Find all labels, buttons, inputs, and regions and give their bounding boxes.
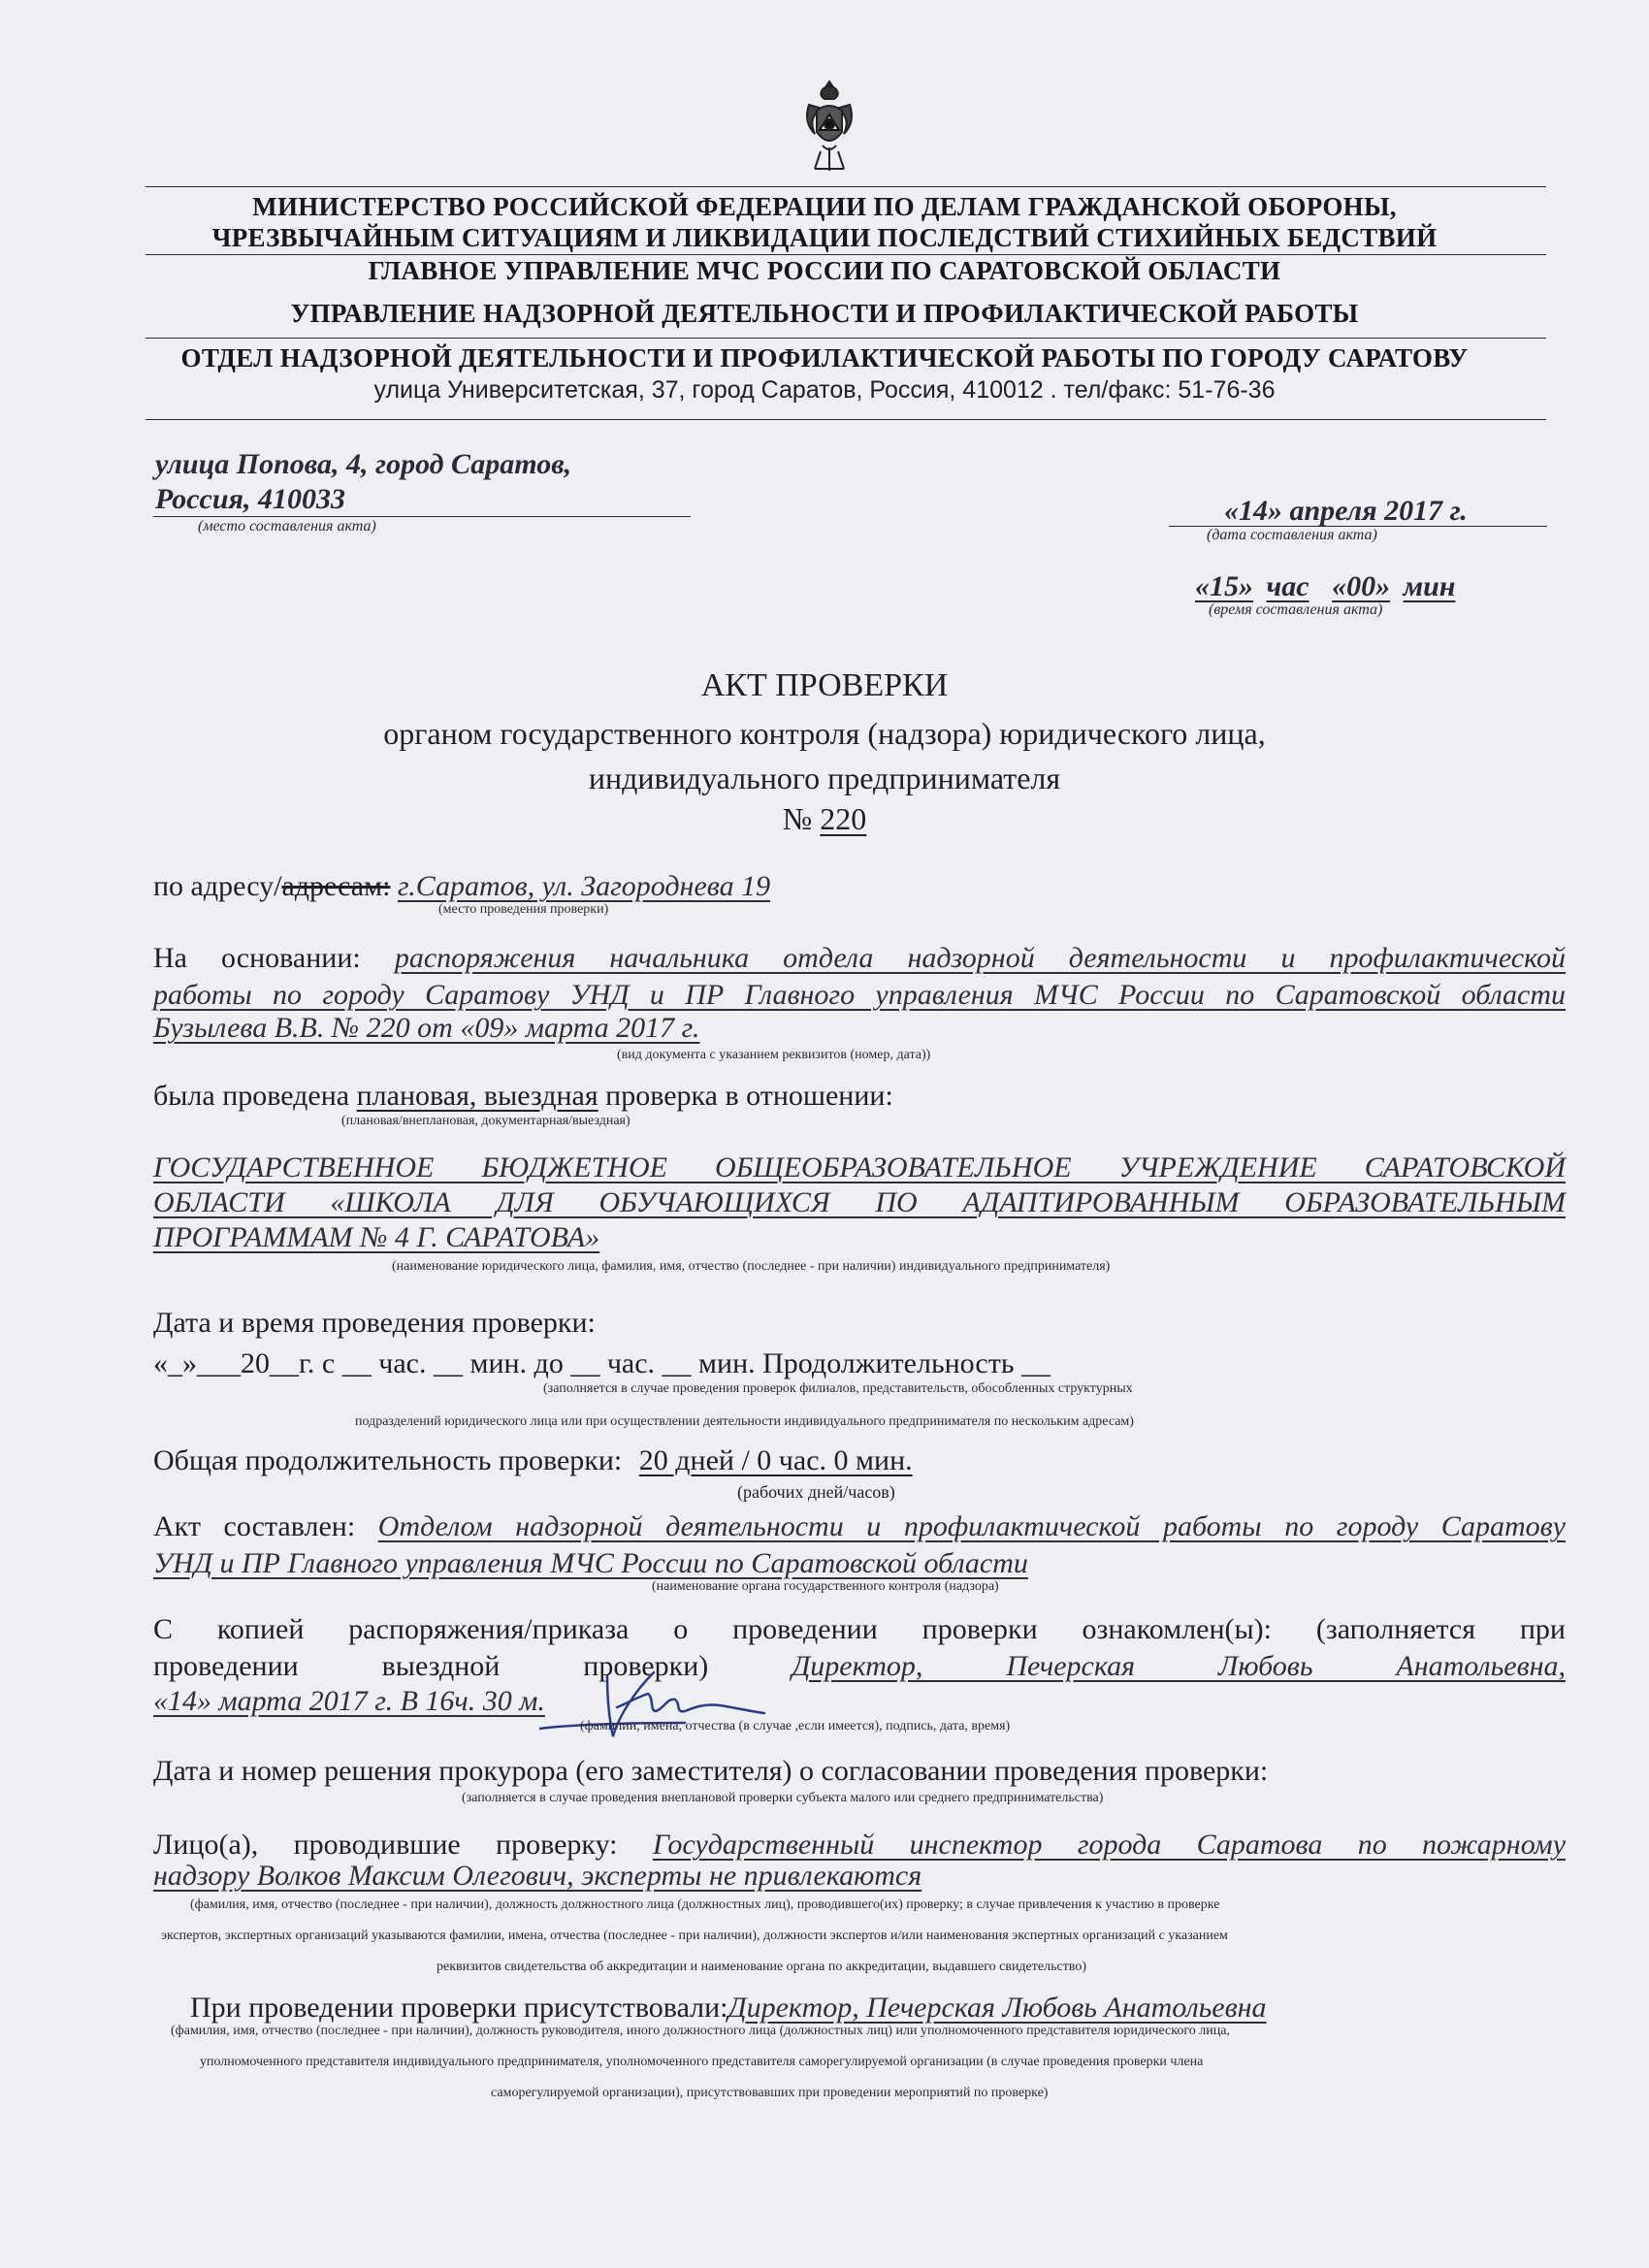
emercom-emblem-icon xyxy=(801,76,857,180)
act-time-hour: «15» xyxy=(1195,570,1253,602)
act-time-minute-unit: мин xyxy=(1403,570,1456,602)
inspection-datetime-note1: (заполняется в случае проведения проверок филиалов, представительств, обособленных структурных xyxy=(543,1381,1133,1396)
address-label: по адресу/ xyxy=(153,870,282,902)
act-place-underline xyxy=(153,516,691,517)
act-time-caption: (время составления акта) xyxy=(1209,601,1383,618)
act-date-value: «14» апреля 2017 г. xyxy=(1224,495,1468,527)
act-time-hour-unit: час xyxy=(1266,570,1310,602)
organization-line1: ГОСУДАРСТВЕННОЕ БЮДЖЕТНОЕ ОБЩЕОБРАЗОВАТЕЛЬНОЕ УЧРЕЖДЕНИЕ САРАТОВСКОЙ xyxy=(153,1151,1566,1183)
acquainted-line2 xyxy=(153,1649,1566,1684)
prosecutor-caption: (заполняется в случае проведения внеплановой проверки субъекта малого или среднего предпринимательства) xyxy=(462,1791,1104,1805)
present-line xyxy=(190,1991,1267,2025)
act-number xyxy=(0,801,1649,837)
inspection-address-value: г.Саратов, ул. Загороднева 19 xyxy=(397,870,771,902)
department-address: улица Университетская, 37, город Саратов, Россия, 410012 . тел/факс: 51-76-36 xyxy=(373,376,1276,404)
acquainted-signer: Директор, Печерская Любовь Анатольевна, xyxy=(792,1650,1566,1682)
duration-value: 20 дней / 0 час. 0 мин. xyxy=(638,1444,913,1476)
organization-line3: ПРОГРАММАМ № 4 Г. САРАТОВА» xyxy=(153,1221,600,1253)
inspection-type-suffix: проверка в отношении: xyxy=(605,1080,893,1112)
basis-text-line1: распоряжения начальника отдела надзорной деятельности и профилактической xyxy=(394,942,1566,974)
header-rule-bottom xyxy=(146,419,1546,420)
duration-label: Общая продолжительность проверки: xyxy=(153,1444,623,1476)
inspectors-text-line2: надзору Волков Максим Олегович, эксперты не привлекаются xyxy=(153,1860,922,1892)
acquainted-datetime: «14» марта 2017 г. В 16ч. 30 м. xyxy=(153,1685,545,1717)
supervision-directorate: УПРАВЛЕНИЕ НАДЗОРНОЙ ДЕЯТЕЛЬНОСТИ И ПРОФИЛАКТИЧЕСКОЙ РАБОТЫ xyxy=(290,299,1359,328)
ministry-line1: МИНИСТЕРСТВО РОССИЙСКОЙ ФЕДЕРАЦИИ ПО ДЕЛАМ ГРАЖДАНСКОЙ ОБОРОНЫ, xyxy=(252,192,1397,221)
act-subtitle-line1: органом государственного контроля (надзора) юридического лица, xyxy=(383,716,1266,751)
organization-line2: ОБЛАСТИ «ШКОЛА ДЛЯ ОБУЧАЮЩИХСЯ ПО АДАПТИРОВАННЫМ ОБРАЗОВАТЕЛЬНЫМ xyxy=(153,1186,1566,1218)
inspection-type-line xyxy=(153,1079,893,1114)
compiled-by-text-line2: УНД и ПР Главного управления МЧС России по Саратовской области xyxy=(153,1547,1028,1579)
basis-caption: (вид документа с указанием реквизитов (номер, дата)) xyxy=(617,1048,931,1062)
compiled-by-label: Акт составлен: xyxy=(153,1510,356,1542)
basis-line1 xyxy=(153,941,1566,976)
act-place-caption: (место составления акта) xyxy=(198,518,376,535)
acquainted-line1: С копией распоряжения/приказа о проведении проверки ознакомлен(ы): (заполняется при xyxy=(153,1613,1566,1645)
compiled-by-caption: (наименование органа государственного контроля (надзора) xyxy=(652,1579,999,1594)
compiled-by-line1 xyxy=(153,1509,1566,1544)
present-note1: (фамилия, имя, отчество (последнее - при наличии), должность руководителя, иного должностного лица (должностных лиц) или уполномоченного представителя юридического лица, xyxy=(171,2024,1230,2038)
present-value: Директор, Печерская Любовь Анатольевна xyxy=(728,1992,1267,2024)
prosecutor-label: Дата и номер решения прокурора (его заместителя) о согласовании проведения проверки: xyxy=(153,1755,1269,1787)
header-rule-top xyxy=(146,186,1546,187)
basis-label: На основании: xyxy=(153,942,361,974)
duration-caption: (рабочих дней/часов) xyxy=(737,1482,895,1502)
basis-text-line2: работы по городу Саратову УНД и ПР Главного управления МЧС России по Саратовской области xyxy=(153,979,1566,1011)
act-number-prefix: № xyxy=(782,801,813,836)
inspection-type-prefix: была проведена xyxy=(153,1080,350,1112)
inspection-datetime-note2: подразделений юридического лица или при осуществлении деятельности индивидуального предпринимателя по нескольким адресам) xyxy=(355,1414,1134,1429)
inspectors-line1 xyxy=(153,1828,1566,1863)
present-note3: саморегулируемой организации), присутствовавших при проведении мероприятий по проверке) xyxy=(491,2086,1049,2100)
inspection-address-caption: (место проведения проверки) xyxy=(438,902,609,917)
present-label: При проведении проверки присутствовали: xyxy=(190,1992,728,2024)
inspectors-label: Лицо(а), проводившие проверку: xyxy=(153,1829,618,1861)
department-name: ОТДЕЛ НАДЗОРНОЙ ДЕЯТЕЛЬНОСТИ И ПРОФИЛАКТИЧЕСКОЙ РАБОТЫ ПО ГОРОДУ САРАТОВУ xyxy=(180,343,1469,373)
present-note2: уполномоченного представителя индивидуального предпринимателя, уполномоченного представителя саморегулируемой организации (в случае проведения проверки члена xyxy=(200,2055,1204,2069)
inspection-address-line xyxy=(153,869,770,904)
inspectors-note2: экспертов, экспертных организаций указываются фамилии, имена, отчества (последнее - при наличии), должности экспертов и/или наименования экспертных организаций с указанием xyxy=(161,1928,1228,1943)
header-rule-2 xyxy=(146,254,1546,255)
basis-text-line3: Бузылева В.В. № 220 от «09» марта 2017 г. xyxy=(153,1012,700,1044)
acquainted-caption: (фамилии, имена, отчества (в случае ,если имеется), подпись, дата, время) xyxy=(580,1719,1011,1733)
signature-icon xyxy=(539,1669,782,1750)
act-time-minute: «00» xyxy=(1332,570,1391,602)
ministry-line2: ЧРЕЗВЫЧАЙНЫМ СИТУАЦИЯМ И ЛИКВИДАЦИИ ПОСЛЕДСТВИЙ СТИХИЙНЫХ БЕДСТВИЙ xyxy=(211,223,1438,252)
acquainted-line2-text: проведении выездной проверки) xyxy=(153,1650,709,1682)
inspectors-note1: (фамилия, имя, отчество (последнее - при наличии), должность должностного лица (должностных лиц), проводившего(их) проверку; в случае привлечения к участию в проверке xyxy=(190,1897,1220,1912)
act-place-line2: Россия, 410033 xyxy=(155,483,346,515)
act-subtitle-line2: индивидуального предпринимателя xyxy=(588,761,1061,795)
inspection-type-caption: (плановая/внеплановая, документарная/выездная) xyxy=(341,1114,630,1128)
act-title: АКТ ПРОВЕРКИ xyxy=(700,667,949,703)
inspection-datetime-label: Дата и время проведения проверки: xyxy=(153,1307,596,1339)
main-directorate: ГЛАВНОЕ УПРАВЛЕНИЕ МЧС РОССИИ ПО САРАТОВСКОЙ ОБЛАСТИ xyxy=(368,256,1281,285)
organization-caption: (наименование юридического лица, фамилия, имя, отчество (последнее - при наличии) индивидуального предпринимателя) xyxy=(392,1259,1111,1274)
address-struck: адресам: xyxy=(281,870,391,902)
act-date-caption: (дата составления акта) xyxy=(1207,527,1377,543)
inspection-type-value: плановая, выездная xyxy=(356,1080,598,1112)
inspection-datetime-template: «_»___20__г. с __ час. __ мин. до __ час. __ мин. Продолжительность __ xyxy=(153,1347,1051,1379)
act-time xyxy=(1195,570,1455,603)
duration-line xyxy=(153,1443,913,1478)
inspectors-note3: реквизитов свидетельства об аккредитации и наименование органа по аккредитации, выдавшего свидетельство) xyxy=(436,1960,1086,1974)
act-number-value: 220 xyxy=(820,801,867,836)
compiled-by-text-line1: Отделом надзорной деятельности и профилактической работы по городу Саратову xyxy=(377,1510,1566,1542)
act-place-line1: улица Попова, 4, город Саратов, xyxy=(155,448,572,480)
inspectors-text-line1: Государственный инспектор города Саратова по пожарному xyxy=(652,1829,1567,1861)
header-rule-3 xyxy=(146,338,1546,339)
